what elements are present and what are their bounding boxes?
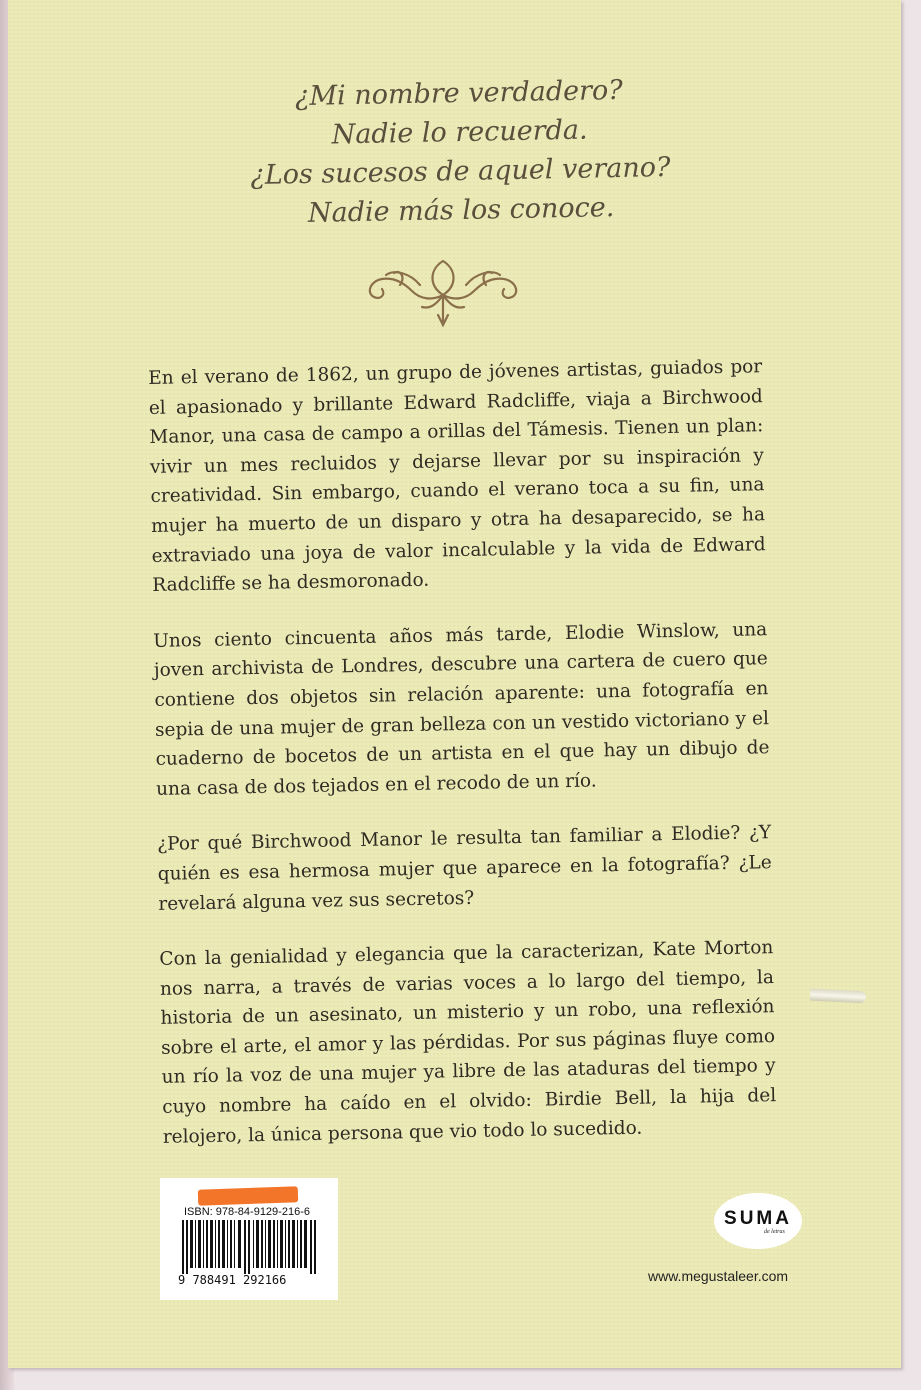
isbn-label: ISBN: 978-84-9129-216-6	[184, 1206, 310, 1218]
suma-logo-subtitle: de letras	[764, 1229, 785, 1235]
synopsis-paragraph: En el verano de 1862, un grupo de jóvenes artistas, guiados por el apasionado y brillante Edward Radcliffe, viaja a Birchwood Manor, una casa de campo a orillas del Támesis. Tienen un plan: vivir un mes recluidos y dejarse llevar por su inspiración y creatividad. Sin embargo, cuando el verano toca a su fin, una mujer ha muerto de un disparo y otra ha desaparecido, se ha extraviado una joya de valor incalculable y la vida de Edward Radcliffe se ha desmoronado.	[148, 356, 766, 597]
quote-line: ¿Mi nombre verdadero?	[294, 74, 624, 113]
quote-line: ¿Los sucesos de aquel verano?	[250, 151, 671, 192]
synopsis-paragraph: Unos ciento cincuenta años más tarde, Elodie Winslow, una joven archivista de Londres, descubre una cartera de cuero que contiene dos objetos sin relación aparente: una fotografía en sepia de una mujer de gran belleza con un vestido victoriano y el cuaderno de bocetos de un artista en el que hay un dibujo de una casa de dos tejados en el recodo de un río.	[153, 618, 770, 800]
barcode-digits: 9 788491 292166	[178, 1273, 287, 1287]
quote-line: Nadie lo recuerda.	[331, 114, 588, 151]
synopsis-paragraph: Con la genialidad y elegancia que la caracterizan, Kate Morton nos narra, a través de varias voces a lo largo del tiempo, la historia de un asesinato, un misterio y un robo, una reflexión sobre el arte, el amor y las pérdidas. Por sus páginas fluye como un río la voz de una mujer ya libre de las ataduras del tiempo y cuyo nombre ha caído en el olvido: Birdie Bell, la hija del relojero, la única persona que vio todo lo sucedido.	[159, 937, 777, 1148]
epigraph-quote	[219, 69, 702, 234]
barcode-icon	[180, 1220, 326, 1274]
filigree-ornament-icon	[360, 255, 526, 335]
suma-logo: SUMA	[714, 1193, 802, 1249]
synopsis-paragraph: ¿Por qué Birchwood Manor le resulta tan familiar a Elodie? ¿Y quién es esa hermosa mujer que aparece en la fotografía? ¿Le revelará alguna vez sus secretos?	[157, 822, 772, 915]
synopsis-text	[148, 352, 778, 1178]
quote-line: Nadie más los conoce.	[307, 192, 615, 229]
publisher-website[interactable]: www.megustaleer.com	[648, 1268, 789, 1284]
